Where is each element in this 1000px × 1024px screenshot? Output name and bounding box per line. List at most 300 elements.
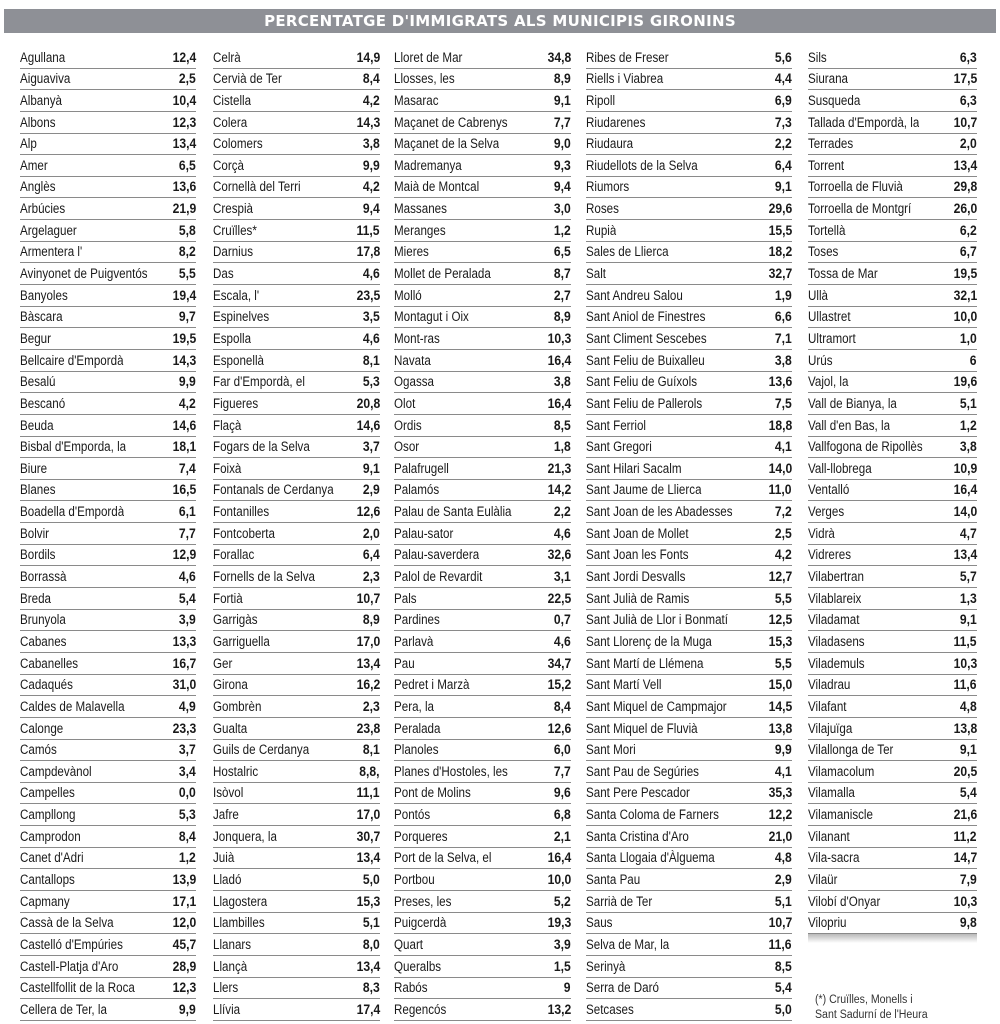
municipality-name: Vilademuls	[808, 655, 865, 671]
municipality-name: Armentera l'	[20, 244, 83, 260]
footnote-line: (*) Cruïlles, Monells i	[815, 994, 913, 1006]
municipality-name: Sant Pau de Segúries	[586, 763, 699, 779]
immigrant-percentage: 6,6	[775, 309, 792, 325]
municipality-name: Santa Coloma de Farners	[586, 807, 719, 823]
municipality-name: Siurana	[808, 71, 849, 87]
municipality-name: Serra de Daró	[586, 980, 659, 996]
immigrant-percentage: 21,6	[953, 807, 977, 823]
table-row	[20, 242, 196, 264]
immigrant-percentage: 45,7	[172, 936, 196, 952]
municipality-name: Lladó	[213, 871, 242, 887]
immigrant-percentage: 5,3	[363, 374, 380, 390]
immigrant-percentage: 8,9	[554, 309, 571, 325]
table-row	[808, 653, 977, 675]
immigrant-percentage: 9,9	[363, 157, 380, 173]
municipality-name: Espolla	[213, 330, 252, 346]
municipality-name: Bellcaire d'Empordà	[20, 352, 124, 368]
municipality-name: Lloret de Mar	[394, 49, 463, 65]
municipality-name: Sant Llorenç de la Muga	[586, 633, 712, 649]
immigrant-percentage: 19,4	[172, 287, 196, 303]
municipality-name: Urús	[808, 352, 833, 368]
municipality-name: Girona	[213, 677, 248, 693]
table-row	[808, 220, 977, 242]
municipality-name: Cervià de Ter	[213, 71, 282, 87]
table-row	[394, 696, 571, 718]
immigrant-percentage: 13,4	[953, 547, 977, 563]
municipality-name: Tortellà	[808, 222, 846, 238]
table-row	[213, 523, 380, 545]
municipality-name: Albons	[20, 114, 56, 130]
table-row	[586, 804, 792, 826]
table-row	[586, 285, 792, 307]
municipality-name: Bordils	[20, 547, 56, 563]
immigrant-percentage: 19,5	[953, 266, 977, 282]
municipality-name: Pau	[394, 655, 415, 671]
immigrant-percentage: 15,3	[768, 633, 792, 649]
table-row	[20, 913, 196, 935]
municipality-name: Torrent	[808, 157, 845, 173]
municipality-name: Pardines	[394, 612, 440, 628]
immigrant-percentage: 28,9	[172, 958, 196, 974]
table-row	[213, 761, 380, 783]
immigrant-percentage: 8,1	[363, 742, 380, 758]
municipality-name: Vidrà	[808, 525, 835, 541]
municipality-name: Alp	[20, 136, 37, 152]
municipality-name: Sant Martí Vell	[586, 677, 662, 693]
table-row	[20, 978, 196, 1000]
table-row	[586, 220, 792, 242]
table-row	[394, 134, 571, 156]
immigrant-percentage: 13,4	[356, 655, 380, 671]
municipality-name: Llers	[213, 980, 239, 996]
municipality-name: Vilajuïga	[808, 720, 853, 736]
table-column	[808, 47, 977, 943]
municipality-name: Sarrià de Ter	[586, 893, 653, 909]
municipality-name: Rupià	[586, 222, 617, 238]
immigrant-percentage: 0,0	[179, 785, 196, 801]
table-row	[213, 978, 380, 1000]
table-row	[808, 869, 977, 891]
immigrant-percentage: 12,4	[172, 49, 196, 65]
table-row	[20, 566, 196, 588]
immigrant-percentage: 11,5	[954, 633, 977, 649]
municipality-name: Queralbs	[394, 958, 442, 974]
immigrant-percentage: 16,4	[547, 395, 571, 411]
immigrant-percentage: 3,7	[363, 439, 380, 455]
immigrant-percentage: 21,3	[547, 460, 571, 476]
immigrant-percentage: 3,8	[363, 136, 380, 152]
table-row	[808, 263, 977, 285]
immigrant-percentage: 11,5	[357, 222, 380, 238]
table-row	[586, 653, 792, 675]
table-row	[394, 90, 571, 112]
municipality-name: Llançà	[213, 958, 248, 974]
immigrant-percentage: 3,9	[554, 936, 571, 952]
table-row	[394, 458, 571, 480]
immigrant-percentage: 19,6	[953, 374, 977, 390]
table-row	[20, 956, 196, 978]
municipality-name: Escala, l'	[213, 287, 260, 303]
immigrant-percentage: 3,7	[179, 742, 196, 758]
immigrant-percentage: 16,4	[953, 482, 977, 498]
municipality-name: Cabanelles	[20, 655, 79, 671]
municipality-name: Boadella d'Empordà	[20, 504, 125, 520]
municipality-name: Montagut i Oix	[394, 309, 469, 325]
table-row	[808, 761, 977, 783]
municipality-name: Riumors	[586, 179, 630, 195]
immigrant-percentage: 2,5	[179, 71, 196, 87]
municipality-name: Riudarenes	[586, 114, 646, 130]
municipality-name: Ribes de Freser	[586, 49, 669, 65]
municipality-name: Llambilles	[213, 915, 265, 931]
immigrant-percentage: 2,3	[363, 698, 380, 714]
immigrant-percentage: 26,0	[953, 201, 977, 217]
table-row	[394, 328, 571, 350]
immigrant-percentage: 17,4	[356, 1001, 380, 1017]
municipality-name: Darnius	[213, 244, 254, 260]
table-row	[213, 675, 380, 697]
table-row	[20, 610, 196, 632]
municipality-name: Parlavà	[394, 633, 434, 649]
immigrant-percentage: 31,0	[172, 677, 196, 693]
municipality-name: Sant Julià de Ramis	[586, 590, 690, 606]
immigrant-percentage: 9,0	[554, 136, 571, 152]
municipality-name: Avinyonet de Puigventós	[20, 266, 148, 282]
immigrant-percentage: 5,3	[179, 807, 196, 823]
municipality-name: Cistella	[213, 92, 252, 108]
immigrant-percentage: 4,4	[775, 71, 792, 87]
table-row	[394, 891, 571, 913]
municipality-name: Santa Llogaia d'Àlguema	[586, 850, 715, 866]
table-row	[808, 328, 977, 350]
table-row	[394, 480, 571, 502]
municipality-name: Figueres	[213, 395, 259, 411]
immigrant-percentage: 10,7	[953, 114, 977, 130]
immigrant-percentage: 8,0	[363, 936, 380, 952]
immigrant-percentage: 2,0	[363, 525, 380, 541]
table-row	[394, 198, 571, 220]
table-row	[586, 718, 792, 740]
immigrant-percentage: 15,5	[768, 222, 792, 238]
municipality-name: Sant Joan de Mollet	[586, 525, 689, 541]
municipality-name: Sant Jaume de Llierca	[586, 482, 702, 498]
immigrant-percentage: 10,0	[953, 309, 977, 325]
table-row	[213, 566, 380, 588]
table-row	[586, 69, 792, 91]
table-row	[586, 501, 792, 523]
immigrant-percentage: 7,1	[775, 330, 792, 346]
municipality-name: Serinyà	[586, 958, 626, 974]
immigrant-percentage: 19,5	[172, 330, 196, 346]
municipality-name: Port de la Selva, el	[394, 850, 492, 866]
table-row	[20, 90, 196, 112]
immigrant-percentage: 29,6	[768, 201, 792, 217]
footnote-line: Sant Sadurní de l'Heura	[815, 1009, 928, 1021]
immigrant-percentage: 7,7	[179, 525, 196, 541]
municipality-name: Besalú	[20, 374, 56, 390]
table-row	[586, 848, 792, 870]
municipality-name: Arbúcies	[20, 201, 66, 217]
table-row	[20, 523, 196, 545]
municipality-name: Sant Ferriol	[586, 417, 647, 433]
immigrant-percentage: 3,5	[363, 309, 380, 325]
immigrant-percentage: 7,2	[775, 504, 792, 520]
immigrant-percentage: 6,3	[960, 92, 977, 108]
immigrant-percentage: 3,8	[960, 439, 977, 455]
immigrant-percentage: 9,1	[960, 612, 977, 628]
immigrant-percentage: 30,7	[356, 828, 380, 844]
table-row	[213, 696, 380, 718]
table-row	[808, 523, 977, 545]
municipality-name: Porqueres	[394, 828, 448, 844]
municipality-name: Mont-ras	[394, 330, 440, 346]
table-row	[213, 47, 380, 69]
municipality-name: Llosses, les	[394, 71, 455, 87]
municipality-name: Bescanó	[20, 395, 66, 411]
immigrant-percentage: 6	[970, 352, 977, 368]
municipality-name: Pedret i Marzà	[394, 677, 470, 693]
municipality-name: Osor	[394, 439, 420, 455]
immigrant-percentage: 10,7	[356, 590, 380, 606]
immigrant-percentage: 4,6	[554, 525, 571, 541]
municipality-name: Sant Martí de Llémena	[586, 655, 704, 671]
table-row	[808, 112, 977, 134]
table-row	[586, 437, 792, 459]
municipality-name: Quart	[394, 936, 424, 952]
municipality-name: Regencós	[394, 1001, 447, 1017]
immigrant-percentage: 20,5	[953, 763, 977, 779]
table-row	[586, 242, 792, 264]
table-row	[394, 393, 571, 415]
immigrant-percentage: 4,6	[363, 330, 380, 346]
table-row	[213, 545, 380, 567]
table-row	[808, 155, 977, 177]
table-row	[394, 675, 571, 697]
municipality-name: Salt	[586, 266, 607, 282]
table-row	[394, 177, 571, 199]
table-row	[586, 372, 792, 394]
table-row	[213, 155, 380, 177]
municipality-name: Sant Climent Sescebes	[586, 330, 707, 346]
municipality-name: Palamós	[394, 482, 440, 498]
table-row	[20, 480, 196, 502]
immigrant-percentage: 32,6	[547, 547, 571, 563]
immigrant-percentage: 8,4	[554, 698, 571, 714]
table-row	[394, 934, 571, 956]
municipality-name: Argelaguer	[20, 222, 77, 238]
municipality-name: Sant Miquel de Fluvià	[586, 720, 698, 736]
table-row	[586, 826, 792, 848]
immigrant-percentage: 4,1	[775, 439, 792, 455]
municipality-name: Juià	[213, 850, 235, 866]
municipality-name: Celrà	[213, 49, 241, 65]
immigrant-percentage: 6,3	[960, 49, 977, 65]
municipality-name: Vilamacolum	[808, 763, 875, 779]
immigrant-percentage: 3,4	[179, 763, 196, 779]
immigrant-percentage: 2,9	[363, 482, 380, 498]
table-row	[586, 393, 792, 415]
municipality-name: Bàscara	[20, 309, 63, 325]
table-row	[20, 437, 196, 459]
table-row	[20, 826, 196, 848]
municipality-name: Llagostera	[213, 893, 268, 909]
municipality-name: Verges	[808, 504, 845, 520]
municipality-name: Gualta	[213, 720, 248, 736]
municipality-name: Fogars de la Selva	[213, 439, 310, 455]
municipality-name: Das	[213, 266, 234, 282]
immigrant-percentage: 10,9	[953, 460, 977, 476]
municipality-name: Sant Pere Pescador	[586, 785, 690, 801]
table-row	[20, 69, 196, 91]
municipality-name: Borrassà	[20, 569, 67, 585]
immigrant-percentage: 21,9	[172, 201, 196, 217]
table-row	[20, 675, 196, 697]
table-row	[213, 198, 380, 220]
immigrant-percentage: 8,5	[775, 958, 792, 974]
immigrant-percentage: 16,2	[356, 677, 380, 693]
table-row	[394, 545, 571, 567]
municipality-name: Palol de Revardit	[394, 569, 483, 585]
municipality-name: Roses	[586, 201, 619, 217]
immigrant-percentage: 5,2	[554, 893, 571, 909]
municipality-name: Camprodon	[20, 828, 81, 844]
table-row	[20, 934, 196, 956]
immigrant-percentage: 17,5	[953, 71, 977, 87]
table-row	[808, 740, 977, 762]
table-row	[586, 740, 792, 762]
municipality-name: Canet d'Adri	[20, 850, 84, 866]
immigrant-percentage: 34,8	[547, 49, 571, 65]
immigrant-percentage: 9,1	[363, 460, 380, 476]
immigrant-percentage: 13,4	[953, 157, 977, 173]
table-row	[808, 848, 977, 870]
table-row	[586, 956, 792, 978]
municipality-name: Sant Joan les Fonts	[586, 547, 689, 563]
immigrant-percentage: 16,4	[547, 850, 571, 866]
municipality-name: Viladasens	[808, 633, 865, 649]
immigrant-percentage: 13,2	[547, 1001, 571, 1017]
municipality-name: Setcases	[586, 1001, 634, 1017]
immigrant-percentage: 8,1	[363, 352, 380, 368]
table-row	[20, 761, 196, 783]
table-row	[394, 47, 571, 69]
municipality-name: Colera	[213, 114, 248, 130]
immigrant-percentage: 11,6	[954, 677, 977, 693]
table-row	[394, 783, 571, 805]
immigrant-percentage: 3,8	[554, 374, 571, 390]
table-column	[20, 47, 196, 1021]
municipality-name: Jafre	[213, 807, 239, 823]
table-row	[20, 198, 196, 220]
table-row	[808, 783, 977, 805]
immigrant-percentage: 11,2	[954, 828, 977, 844]
immigrant-percentage: 9,4	[554, 179, 571, 195]
immigrant-percentage: 2,2	[775, 136, 792, 152]
immigrant-percentage: 17,1	[172, 893, 196, 909]
table-row	[808, 198, 977, 220]
municipality-name: Vidreres	[808, 547, 852, 563]
immigrant-percentage: 9,6	[554, 785, 571, 801]
table-column	[394, 47, 571, 1021]
table-row	[808, 610, 977, 632]
table-row	[586, 134, 792, 156]
municipality-name: Castelló d'Empúries	[20, 936, 123, 952]
municipality-name: Riudellots de la Selva	[586, 157, 698, 173]
municipality-name: Planoles	[394, 742, 439, 758]
table-row	[213, 848, 380, 870]
table-row	[394, 112, 571, 134]
municipality-name: Madremanya	[394, 157, 462, 173]
municipality-name: Cellera de Ter, la	[20, 1001, 107, 1017]
municipality-name: Sant Hilari Sacalm	[586, 460, 682, 476]
immigrant-percentage: 14,2	[547, 482, 571, 498]
immigrant-percentage: 1,2	[554, 222, 571, 238]
table-row	[394, 285, 571, 307]
municipality-name: Vilablareix	[808, 590, 862, 606]
table-row	[586, 696, 792, 718]
municipality-name: Palau-sator	[394, 525, 454, 541]
municipality-name: Isòvol	[213, 785, 244, 801]
immigrant-percentage: 6,4	[775, 157, 792, 173]
table-row	[213, 393, 380, 415]
municipality-name: Sant Julià de Llor i Bonmatí	[586, 612, 728, 628]
immigrant-percentage: 1,8	[554, 439, 571, 455]
table-row	[20, 285, 196, 307]
municipality-name: Crespià	[213, 201, 254, 217]
table-row	[586, 307, 792, 329]
municipality-name: Vilamaniscle	[808, 807, 873, 823]
table-row	[213, 415, 380, 437]
municipality-name: Vilanant	[808, 828, 850, 844]
immigrant-percentage: 14,6	[172, 417, 196, 433]
immigrant-percentage: 15,0	[768, 677, 792, 693]
municipality-name: Molló	[394, 287, 422, 303]
table-row	[20, 848, 196, 870]
table-row	[213, 783, 380, 805]
municipality-name: Ogassa	[394, 374, 435, 390]
table-row	[586, 631, 792, 653]
table-row	[20, 588, 196, 610]
municipality-name: Vilallonga de Ter	[808, 742, 894, 758]
immigrant-percentage: 10,7	[768, 915, 792, 931]
municipality-name: Agullana	[20, 49, 66, 65]
immigrant-percentage: 18,2	[768, 244, 792, 260]
municipality-name: Olot	[394, 395, 416, 411]
table-row	[394, 437, 571, 459]
table-row	[808, 134, 977, 156]
immigrant-percentage: 8,2	[179, 244, 196, 260]
immigrant-percentage: 10,3	[953, 893, 977, 909]
table-row	[213, 934, 380, 956]
table-row	[20, 999, 196, 1021]
table-row	[213, 285, 380, 307]
immigrant-percentage: 5,1	[960, 395, 977, 411]
immigrant-percentage: 2,3	[363, 569, 380, 585]
immigrant-percentage: 13,3	[172, 633, 196, 649]
table-row	[213, 913, 380, 935]
table-row	[394, 804, 571, 826]
table-row	[213, 956, 380, 978]
municipality-name: Jonquera, la	[213, 828, 277, 844]
table-row	[20, 869, 196, 891]
municipality-name: Albanyà	[20, 92, 62, 108]
table-row	[808, 566, 977, 588]
table-row	[808, 631, 977, 653]
immigrant-percentage: 16,5	[172, 482, 196, 498]
immigrant-percentage: 11,6	[769, 936, 792, 952]
table-row	[213, 263, 380, 285]
table-row	[586, 350, 792, 372]
